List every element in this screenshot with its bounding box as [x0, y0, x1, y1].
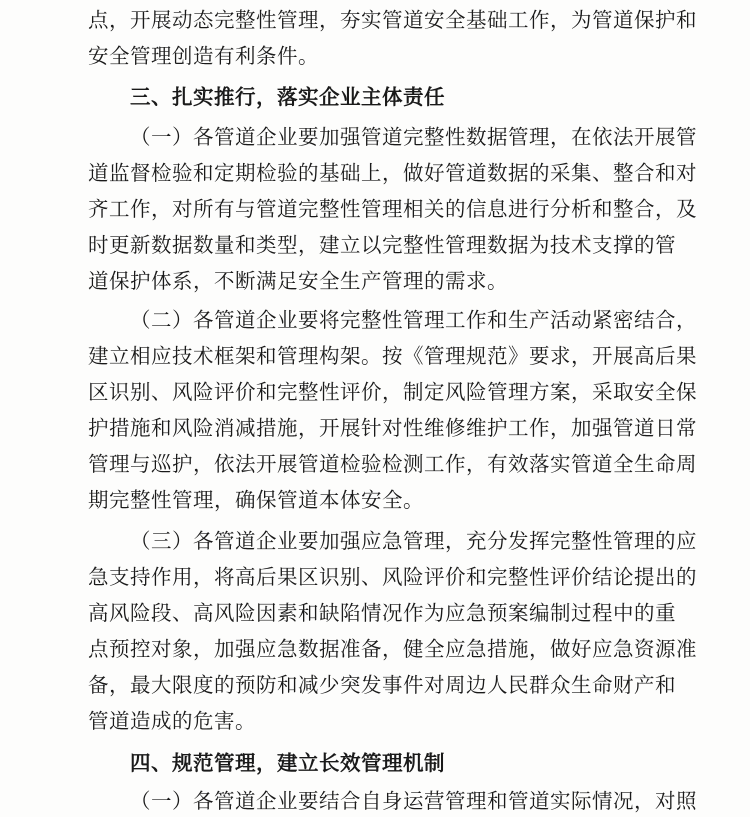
s3-item1-line-4: 时更新数据数量和类型，建立以完整性管理数据为技术支撑的管: [88, 233, 676, 257]
s3-item1-line-3: 齐工作，对所有与管道完整性管理相关的信息进行分析和整合，及: [88, 197, 697, 221]
s3-item2-line-5: 管理与巡护，依法开展管道检验检测工作，有效落实管道全生命周: [88, 452, 697, 476]
s3-item2-line-3: 区识别、风险评价和完整性评价，制定风险管理方案，采取安全保: [88, 380, 697, 404]
section-3-heading: 三、扎实推行，落实企业主体责任: [130, 85, 445, 109]
s3-item1-line-5: 道保护体系，不断满足安全生产管理的需求。: [88, 269, 508, 293]
s3-item2-line-6: 期完整性管理，确保管道本体安全。: [88, 488, 424, 512]
intro-line-1: 点，开展动态完整性管理，夯实管道安全基础工作，为管道保护和: [88, 8, 697, 32]
s3-item1-line-2: 道监督检验和定期检验的基础上，做好管道数据的采集、整合和对: [88, 161, 697, 185]
s3-item2-line-4: 护措施和风险消减措施，开展针对性维修维护工作，加强管道日常: [88, 416, 697, 440]
s3-item2-line-2: 建立相应技术框架和管理构架。按《管理规范》要求，开展高后果: [88, 344, 697, 368]
s4-item1-line-1: （一）各管道企业要结合自身运营管理和管道实际情况，对照: [130, 789, 697, 813]
s3-item1-line-1: （一）各管道企业要加强管道完整性数据管理，在依法开展管: [130, 125, 697, 149]
s3-item3-line-6: 管道造成的危害。: [88, 709, 256, 733]
s3-item3-line-5: 备，最大限度的预防和减少突发事件对周边人民群众生命财产和: [88, 673, 676, 697]
s3-item2-line-1: （二）各管道企业要将完整性管理工作和生产活动紧密结合，: [130, 308, 697, 332]
intro-line-2: 安全管理创造有利条件。: [88, 44, 319, 68]
s3-item3-line-3: 高风险段、高风险因素和缺陷情况作为应急预案编制过程中的重: [88, 601, 676, 625]
s3-item3-line-4: 点预控对象，加强应急数据准备，健全应急措施，做好应急资源准: [88, 637, 697, 661]
section-4-heading: 四、规范管理，建立长效管理机制: [130, 751, 445, 775]
s3-item3-line-2: 急支持作用，将高后果区识别、风险评价和完整性评价结论提出的: [88, 565, 697, 589]
s3-item3-line-1: （三）各管道企业要加强应急管理，充分发挥完整性管理的应: [130, 529, 697, 553]
